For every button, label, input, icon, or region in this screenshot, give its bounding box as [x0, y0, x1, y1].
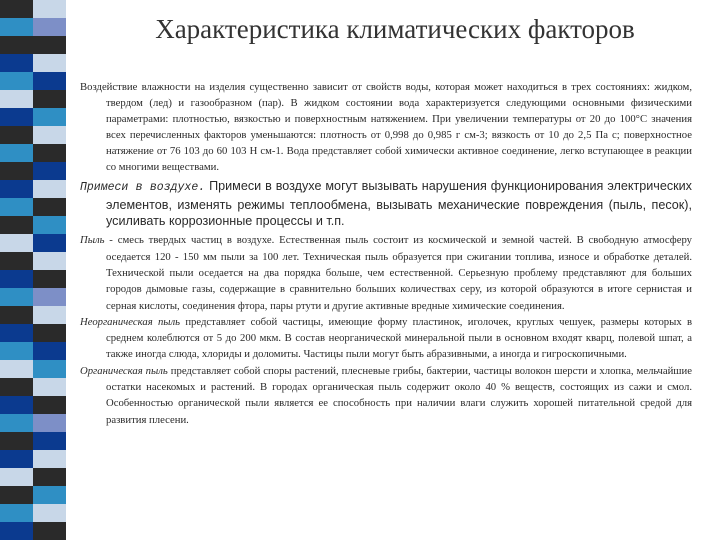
- stripe-cell: [0, 396, 33, 414]
- paragraph-text: Воздействие влажности на изделия существенно зависит от свойств воды, которая может находиться в трех состояниях: жидком, твердом (лед) и газообразном (пар). В жидком состоянии вода характеризуется следующими основными физическими параметрами: плотностью, вязкостью и поверхностным натяжением. При увеличении температуры от 20 до 100°С значения всех перечисленных факторов уменьшаются: плотность от 0,998 до 0,985 г см-3; вязкость от 10 до 2,5 Па с; поверхностное натяжение от 76 103 до 60 103 Н см-1. Вода представляет собой химически активное соединение, легко вступающее в реакции со многими веществами.: [80, 81, 692, 173]
- stripe-cell: [33, 72, 66, 90]
- paragraph-lead: Неорганическая пыль: [80, 315, 181, 328]
- stripe-cell: [0, 162, 33, 180]
- paragraph-lead: Примеси в воздухе.: [80, 181, 206, 195]
- stripe-cell: [0, 36, 33, 54]
- stripe-cell: [0, 216, 33, 234]
- stripe-cell: [0, 72, 33, 90]
- paragraph-humidity: [80, 80, 692, 175]
- stripe-cell: [33, 342, 66, 360]
- stripe-cell: [0, 486, 33, 504]
- paragraph-text: представляет собой частицы, имеющие форму пластинок, иголочек, круглых чешуек, размеры которых в среднем колеблются от 5 до 200 мкм. В состав неорганической минеральной пыли в основном входят кварц, полевой шпат, а также иногда слюда, хлориды и доломиты. Частицы пыли могут быть абразивными, а иногда и гигроскопичными.: [106, 315, 692, 361]
- stripe-cell: [0, 432, 33, 450]
- stripe-cell: [33, 252, 66, 270]
- stripe-cell: [0, 234, 33, 252]
- stripe-cell: [0, 18, 33, 36]
- paragraph-text: - смесь твердых частиц в воздухе. Естественная пыль состоит из космической и земной частей. В свободную атмосферу оседается 120 - 150 мм пыли за 100 лет. Техническая пыль образуется при сжигании топлива, износе и обработке деталей. Технической пыли оседается на два порядка больше, чем естественной. Серьезную проблему представляют для больших городов дымовые газы, содержащие в сравнительно больших количествах серу, из которой образуются в итоге сернистая и серная кислоты, соединения фтора, пары ртути и другие активные вредные химические соединения.: [104, 234, 692, 312]
- stripe-cell: [0, 180, 33, 198]
- stripe-cell: [0, 306, 33, 324]
- stripe-cell: [0, 324, 33, 342]
- stripe-cell: [33, 414, 66, 432]
- stripe-cell: [33, 144, 66, 162]
- stripe-cell: [0, 468, 33, 486]
- stripe-cell: [33, 486, 66, 504]
- stripe-cell: [33, 360, 66, 378]
- stripe-cell: [0, 360, 33, 378]
- stripe-cell: [33, 36, 66, 54]
- stripe-cell: [33, 108, 66, 126]
- stripe-cell: [0, 54, 33, 72]
- slide-title: Характеристика климатических факторов: [155, 14, 635, 44]
- stripe-cell: [0, 126, 33, 144]
- stripe-cell: [33, 0, 66, 18]
- paragraph-organic-dust: [80, 363, 692, 428]
- stripe-cell: [33, 90, 66, 108]
- stripe-cell: [33, 180, 66, 198]
- stripe-column-left: [0, 0, 33, 540]
- stripe-cell: [33, 378, 66, 396]
- stripe-cell: [33, 270, 66, 288]
- stripe-cell: [33, 432, 66, 450]
- paragraph-dust: [80, 232, 692, 313]
- stripe-cell: [33, 216, 66, 234]
- stripe-cell: [33, 126, 66, 144]
- stripe-cell: [33, 162, 66, 180]
- stripe-cell: [33, 396, 66, 414]
- stripe-cell: [33, 504, 66, 522]
- stripe-cell: [0, 108, 33, 126]
- stripe-cell: [0, 144, 33, 162]
- paragraph-text: Примеси в воздухе могут вызывать нарушения функционирования электрических элементов, изменять режимы теплообмена, вызывать механические повреждения (пыль, песок), усиливать коррозионные процессы и т.п.: [106, 179, 692, 229]
- stripe-cell: [33, 522, 66, 540]
- stripe-cell: [33, 468, 66, 486]
- stripe-cell: [0, 288, 33, 306]
- stripe-cell: [33, 324, 66, 342]
- stripe-cell: [0, 342, 33, 360]
- paragraph-lead: Пыль: [80, 234, 105, 247]
- stripe-cell: [0, 504, 33, 522]
- stripe-cell: [33, 234, 66, 252]
- stripe-cell: [0, 378, 33, 396]
- stripe-cell: [0, 90, 33, 108]
- stripe-cell: [33, 306, 66, 324]
- slide-body: [80, 80, 692, 428]
- stripe-cell: [0, 414, 33, 432]
- paragraph-air-impurities: [80, 178, 692, 229]
- decorative-color-stripe: [0, 0, 66, 540]
- stripe-cell: [0, 0, 33, 18]
- stripe-cell: [33, 18, 66, 36]
- stripe-cell: [0, 522, 33, 540]
- stripe-cell: [33, 450, 66, 468]
- stripe-column-right: [33, 0, 66, 540]
- stripe-cell: [0, 270, 33, 288]
- stripe-cell: [0, 450, 33, 468]
- stripe-cell: [33, 288, 66, 306]
- paragraph-inorganic-dust: [80, 314, 692, 363]
- stripe-cell: [0, 252, 33, 270]
- paragraph-lead: Органическая пыль: [80, 364, 168, 377]
- stripe-cell: [0, 198, 33, 216]
- stripe-cell: [33, 54, 66, 72]
- paragraph-text: представляет собой споры растений, плесневые грибы, бактерии, частицы волокон шерсти и хлопка, мельчайшие остатки насекомых и растений. В городах органическая пыль содержит около 40 % веществ, состоящих из сажи и смол. Особенностью органической пыли является ее способность при наличии влаги служить хорошей питательной средой для развития плесени.: [106, 364, 692, 426]
- stripe-cell: [33, 198, 66, 216]
